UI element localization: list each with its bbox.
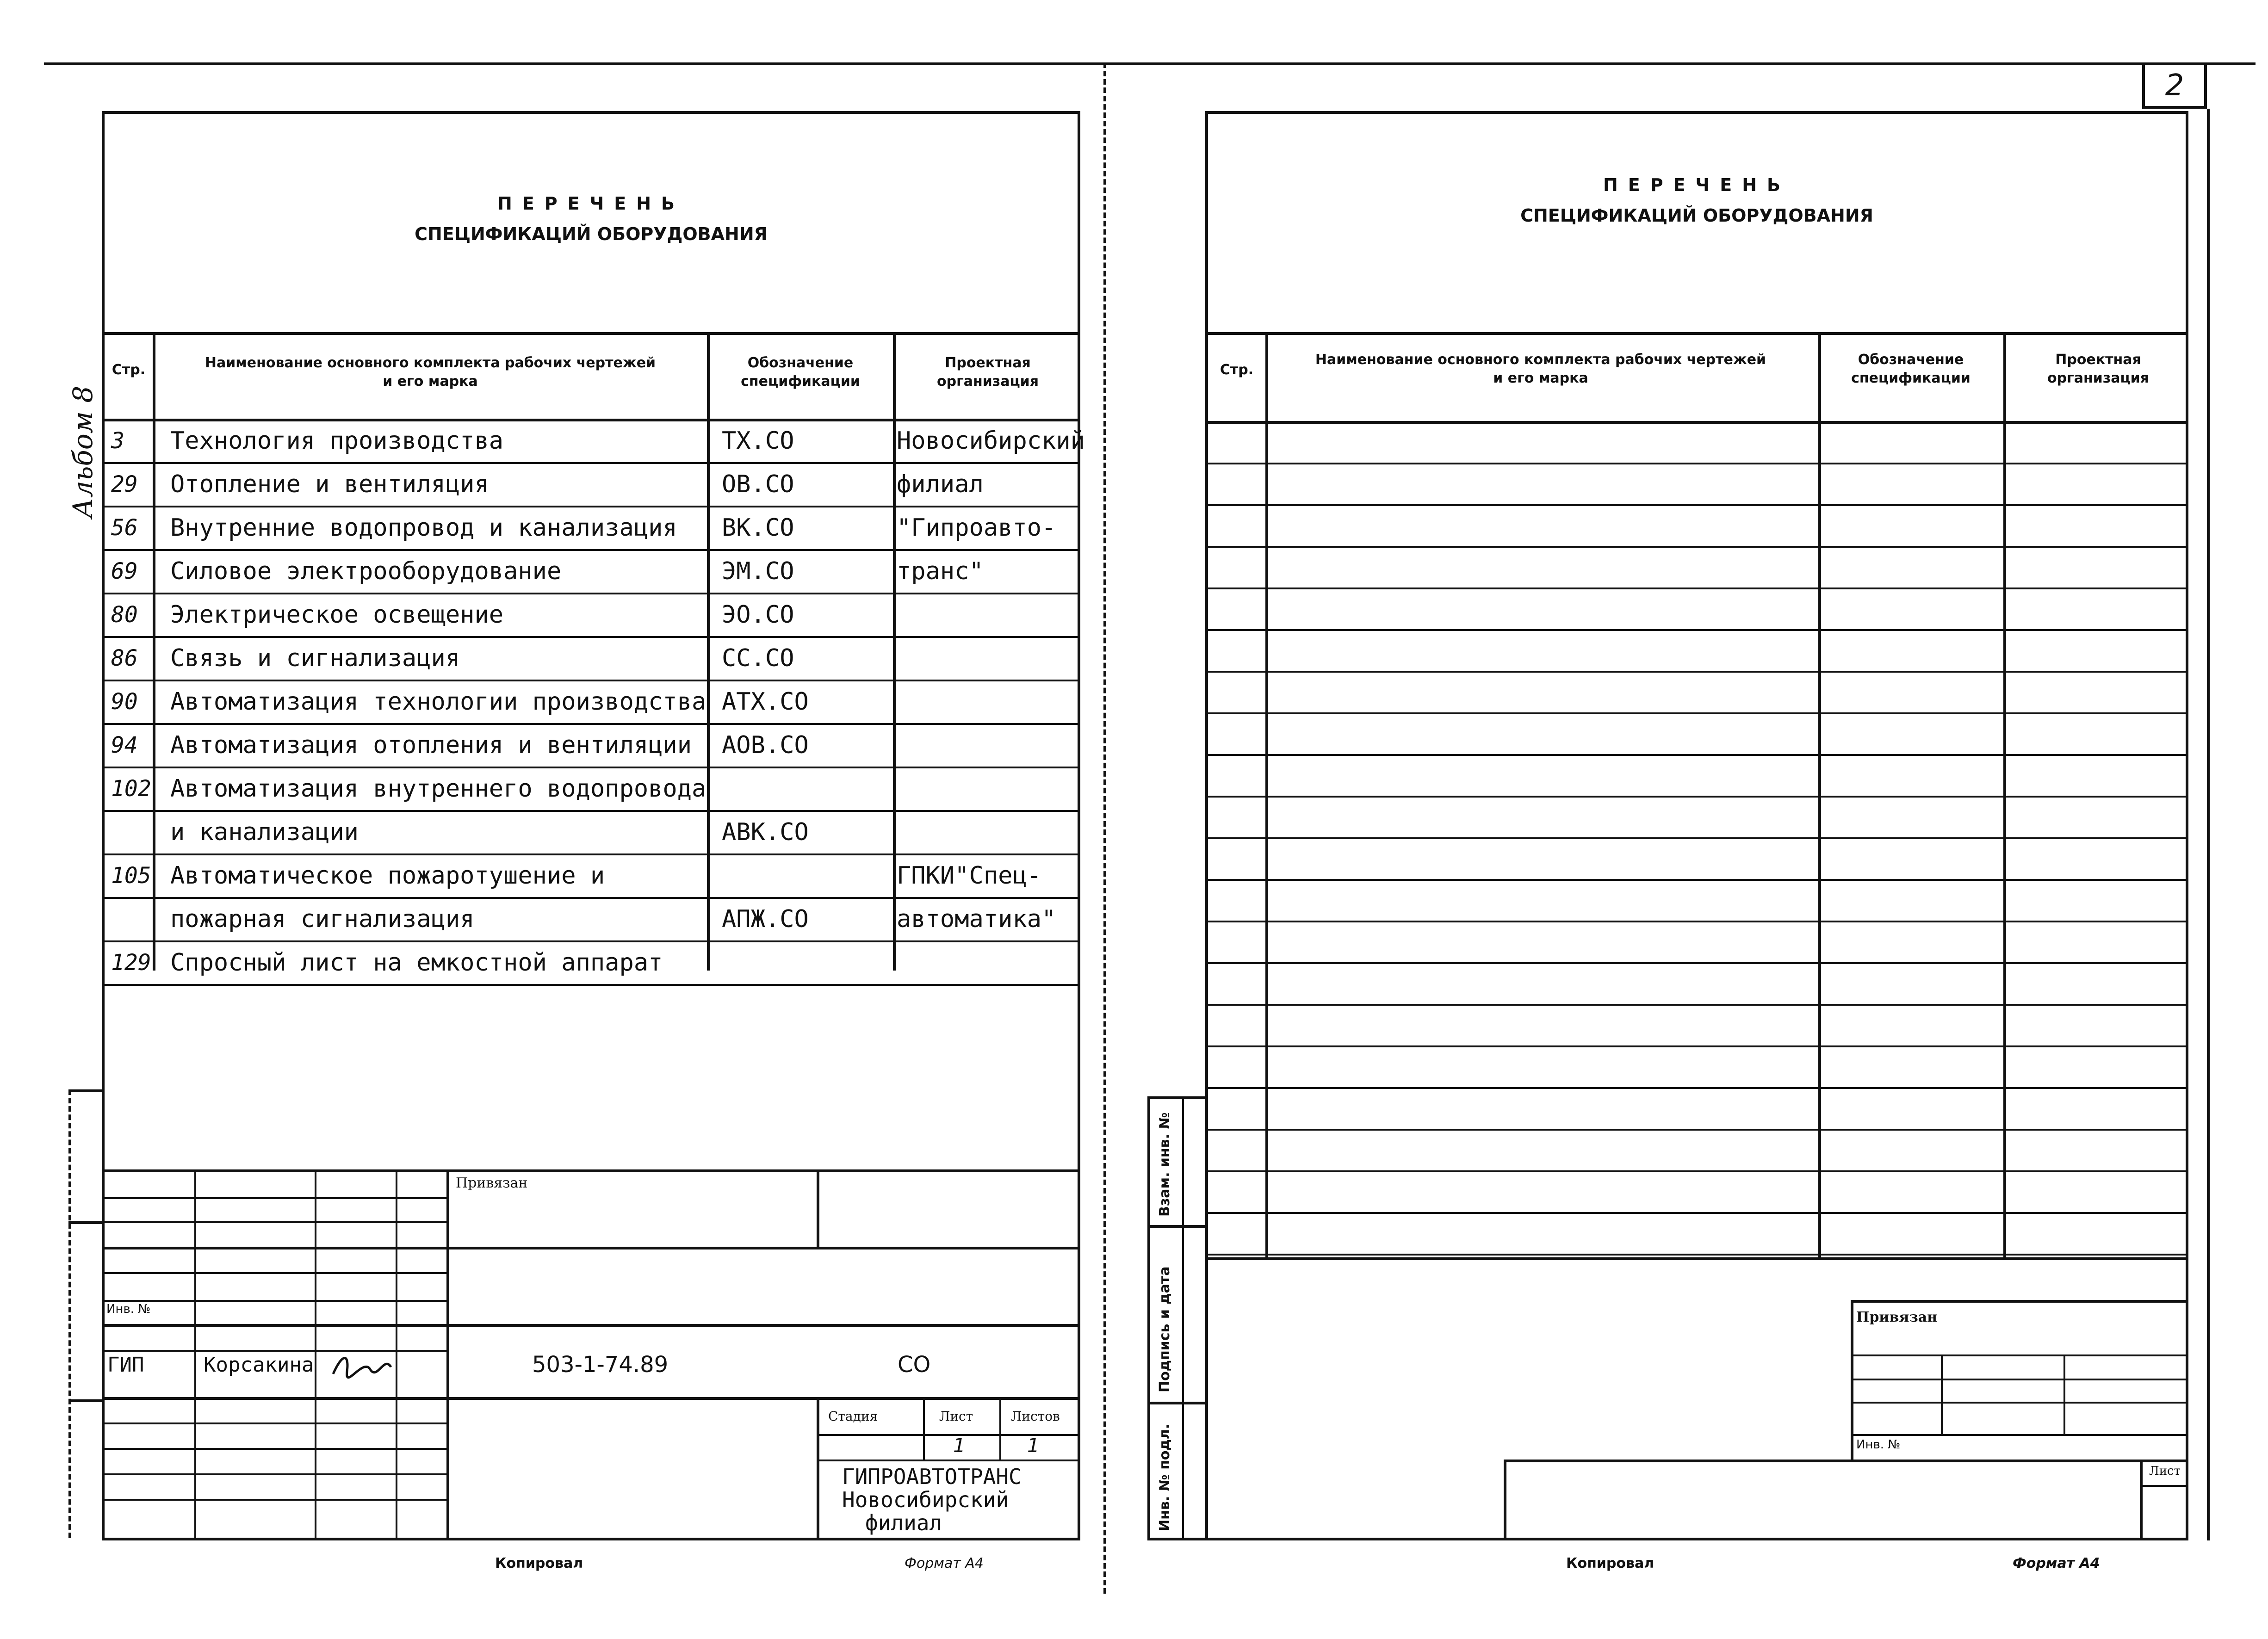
right-row-rule <box>1205 671 2188 673</box>
right-row-rule <box>1205 796 2188 798</box>
left-col-line-2 <box>707 332 710 971</box>
left-col-code: Обозначение спецификации <box>741 355 860 390</box>
right-col-line-2 <box>1818 332 1821 1257</box>
right-title-line2: СПЕЦИФИКАЦИЙ ОБОРУДОВАНИЯ <box>1520 205 1873 226</box>
right-row-rule <box>1205 1212 2188 1214</box>
left-footer-format: Формат А4 <box>905 1555 984 1571</box>
left-binding-mid1 <box>68 1221 102 1224</box>
left-list-val: 1 <box>953 1434 966 1457</box>
right-binding-strip <box>1147 1096 1205 1540</box>
left-doc-code: СО <box>898 1352 931 1378</box>
left-row-page: 86 <box>111 645 138 671</box>
left-stamp-rule-c <box>102 1247 1080 1249</box>
right-col-line-3 <box>2003 332 2006 1257</box>
left-stamp-rule-h <box>102 1397 1080 1400</box>
left-row-rule <box>102 897 1080 899</box>
left-stamp-rule-k <box>102 1473 446 1475</box>
right-row-rule <box>1205 837 2188 839</box>
left-row-page: 102 <box>111 776 151 802</box>
left-row-page: 29 <box>111 471 138 497</box>
left-binding-top <box>68 1089 102 1092</box>
left-listov: Листов <box>1011 1409 1060 1424</box>
left-col-org: Проектная организация <box>937 355 1039 390</box>
left-row-rule <box>102 940 1080 942</box>
left-footer-copy: Копировал <box>495 1555 583 1571</box>
right-row-rule <box>1205 1045 2188 1047</box>
left-inv: Инв. № <box>106 1302 151 1316</box>
left-row-org: транс" <box>897 557 984 585</box>
left-stamp-rule-i <box>102 1423 446 1424</box>
right-col-code: Обозначение спецификации <box>1851 352 1971 386</box>
left-row-code: ОВ.СО <box>722 470 794 498</box>
album-label: Альбом 8 <box>67 385 99 518</box>
right-row-rule <box>1205 712 2188 714</box>
left-row-rule <box>102 506 1080 507</box>
left-row-org: "Гипроавто- <box>897 514 1056 542</box>
left-row-org: филиал <box>897 470 984 498</box>
right-stamp-list-rule <box>2140 1485 2188 1487</box>
left-row-name: Отопление и вентиляция <box>170 470 489 498</box>
right-stamp-rule-b <box>1851 1379 2188 1380</box>
left-stamp-col-d <box>446 1169 449 1540</box>
left-stamp-rule-f <box>102 1324 1080 1327</box>
left-doc-number: 503-1-74.89 <box>532 1352 669 1378</box>
right-stamp-list-divider <box>2140 1460 2143 1540</box>
left-row-page: 105 <box>111 863 151 889</box>
left-org-line1: ГИПРОАВТОТРАНС <box>842 1464 1022 1489</box>
left-row-name: Связь и сигнализация <box>170 644 460 672</box>
left-row-name: пожарная сигнализация <box>170 905 475 933</box>
left-col-name: Наименование основного комплекта рабочих чертежей и его марка <box>204 355 656 390</box>
right-footer-format: Формат А4 <box>2013 1555 2100 1571</box>
left-row-rule <box>102 636 1080 638</box>
left-stamp-rule-m <box>817 1434 1080 1436</box>
right-row-rule <box>1205 1129 2188 1131</box>
left-list: Лист <box>939 1409 973 1424</box>
left-stamp-col-a <box>194 1169 196 1540</box>
right-footer-copy: Копировал <box>1566 1555 1655 1571</box>
left-gip: ГИП <box>107 1353 144 1377</box>
right-row-rule <box>1205 588 2188 589</box>
left-row-code: ЭО.СО <box>722 601 794 629</box>
left-stamp-col-h <box>999 1397 1001 1460</box>
right-row-rule <box>1205 962 2188 964</box>
left-row-name: Силовое электрооборудование <box>170 557 562 585</box>
left-row-rule <box>102 854 1080 855</box>
right-row-rule <box>1205 629 2188 631</box>
left-col-page: Стр. <box>112 362 146 378</box>
left-row-name: Автоматизация отопления и вентиляции <box>170 731 692 759</box>
right-binding-rule-1 <box>1147 1225 1205 1228</box>
left-row-code: ВК.СО <box>722 514 794 542</box>
right-side-label-2: Подпись и дата <box>1157 1266 1173 1392</box>
left-stamp-rule-d <box>102 1272 446 1274</box>
right-row-rule <box>1205 1004 2188 1006</box>
right-side-label-1: Взам. инв. № <box>1157 1112 1173 1217</box>
left-stamp-col-g <box>923 1397 925 1460</box>
right-privyazan: Привязан <box>1856 1309 1938 1325</box>
left-row-name: Технология производства <box>170 427 504 455</box>
right-row-rule <box>1205 1170 2188 1172</box>
left-row-page: 69 <box>111 558 138 584</box>
left-row-code: АТХ.СО <box>722 688 809 716</box>
right-table-bottom <box>1205 1257 2188 1260</box>
left-row-name: Спросный лист на емкостной аппарат <box>170 949 663 977</box>
left-stamp-rule-j <box>102 1448 446 1450</box>
left-row-rule <box>102 767 1080 768</box>
left-col-line-1 <box>153 332 155 971</box>
left-row-page: 80 <box>111 602 138 628</box>
right-stamp-main <box>1504 1460 2188 1540</box>
left-row-name: Автоматизация технологии производства <box>170 688 706 716</box>
left-row-rule <box>102 593 1080 594</box>
right-title-line1: ПЕРЕЧЕНЬ <box>1603 175 1791 195</box>
left-row-code: ТХ.СО <box>722 427 794 455</box>
right-row-rule <box>1205 504 2188 506</box>
left-org-line3: филиал <box>865 1510 942 1535</box>
right-header-top-rule <box>1205 332 2188 335</box>
left-row-code: ЭМ.СО <box>722 557 794 585</box>
right-row-rule <box>1205 546 2188 548</box>
left-row-name: Автоматизация внутреннего водопровода <box>170 775 706 803</box>
left-row-page: 3 <box>111 428 124 454</box>
right-list: Лист <box>2149 1464 2181 1478</box>
left-stamp-rule-l <box>102 1499 446 1501</box>
right-col-line-1 <box>1265 332 1268 1257</box>
left-row-page: 56 <box>111 515 138 541</box>
right-row-rule <box>1205 1087 2188 1089</box>
left-stamp-rule-e <box>102 1300 446 1302</box>
center-fold-line <box>1103 62 1106 1594</box>
left-row-org: автоматика" <box>897 905 1056 933</box>
left-binding-mid2 <box>68 1399 102 1402</box>
left-listov-val: 1 <box>1027 1434 1040 1457</box>
left-stamp-col-c <box>396 1169 397 1540</box>
left-row-rule <box>102 723 1080 725</box>
left-header-top-rule <box>102 332 1080 335</box>
left-privyazan: Привязан <box>456 1175 528 1191</box>
left-org-line2: Новосибирский <box>842 1487 1009 1512</box>
right-stamp-col-a <box>1941 1354 1943 1434</box>
right-inv: Инв. № <box>1856 1438 1901 1452</box>
left-row-page: 90 <box>111 689 138 715</box>
right-stamp-rule-d <box>1851 1434 2188 1436</box>
left-stamp-col-b <box>315 1169 316 1540</box>
left-row-code: СС.СО <box>722 644 794 672</box>
right-row-rule <box>1205 1254 2188 1256</box>
left-row-rule <box>102 984 1080 986</box>
left-row-name: Внутренние водопровод и канализация <box>170 514 677 542</box>
left-row-page: 94 <box>111 732 138 758</box>
left-row-page: 129 <box>111 950 151 976</box>
left-row-rule <box>102 462 1080 464</box>
right-row-rule <box>1205 754 2188 756</box>
left-stamp-rule-n <box>817 1460 1080 1461</box>
left-row-rule <box>102 680 1080 681</box>
right-stamp-col-b <box>2064 1354 2065 1434</box>
signature-icon <box>331 1348 396 1381</box>
right-stamp-rule-a <box>1851 1354 2188 1356</box>
left-row-code: АВК.СО <box>722 818 809 846</box>
right-side-label-3: Инв. № подл. <box>1157 1423 1173 1531</box>
right-row-rule <box>1205 463 2188 464</box>
right-outer-edge <box>2207 109 2210 1540</box>
left-row-rule <box>102 810 1080 812</box>
left-title-line1: ПЕРЕЧЕНЬ <box>497 193 685 214</box>
top-rule <box>44 62 2256 65</box>
right-binding-inner <box>1182 1096 1184 1540</box>
left-row-name: Электрическое освещение <box>170 601 504 629</box>
right-row-rule <box>1205 879 2188 881</box>
right-header-bottom-rule <box>1205 421 2188 424</box>
left-stamp-col-e <box>817 1169 819 1247</box>
left-row-code: АОВ.СО <box>722 731 809 759</box>
left-col-line-3 <box>893 332 896 971</box>
right-col-page: Стр. <box>1220 362 1254 378</box>
left-stadiya: Стадия <box>828 1409 878 1424</box>
left-row-code: АПЖ.СО <box>722 905 809 933</box>
left-row-name: Автоматическое пожаротушение и <box>170 862 605 890</box>
left-stamp-rule-a <box>102 1197 446 1199</box>
left-row-org: ГПКИ"Спец- <box>897 862 1042 890</box>
left-row-name: и канализации <box>170 818 359 846</box>
left-row-org: Новосибирский <box>897 427 1085 455</box>
right-row-rule <box>1205 921 2188 922</box>
right-binding-rule-2 <box>1147 1402 1205 1404</box>
page-number: 2 <box>2142 62 2207 109</box>
right-col-name: Наименование основного комплекта рабочих чертежей и его марка <box>1315 352 1766 386</box>
left-stamp-col-f <box>817 1397 819 1540</box>
left-stamp-top <box>102 1169 1080 1172</box>
left-stamp-rule-b <box>102 1221 446 1223</box>
left-row-rule <box>102 549 1080 551</box>
left-header-bottom-rule <box>102 419 1080 421</box>
right-col-org: Проектная организация <box>2047 352 2149 386</box>
left-binding-line <box>68 1089 71 1538</box>
left-gip-name: Корсакина <box>204 1353 314 1377</box>
right-stamp-rule-c <box>1851 1402 2188 1404</box>
left-title-line2: СПЕЦИФИКАЦИЙ ОБОРУДОВАНИЯ <box>415 224 768 244</box>
